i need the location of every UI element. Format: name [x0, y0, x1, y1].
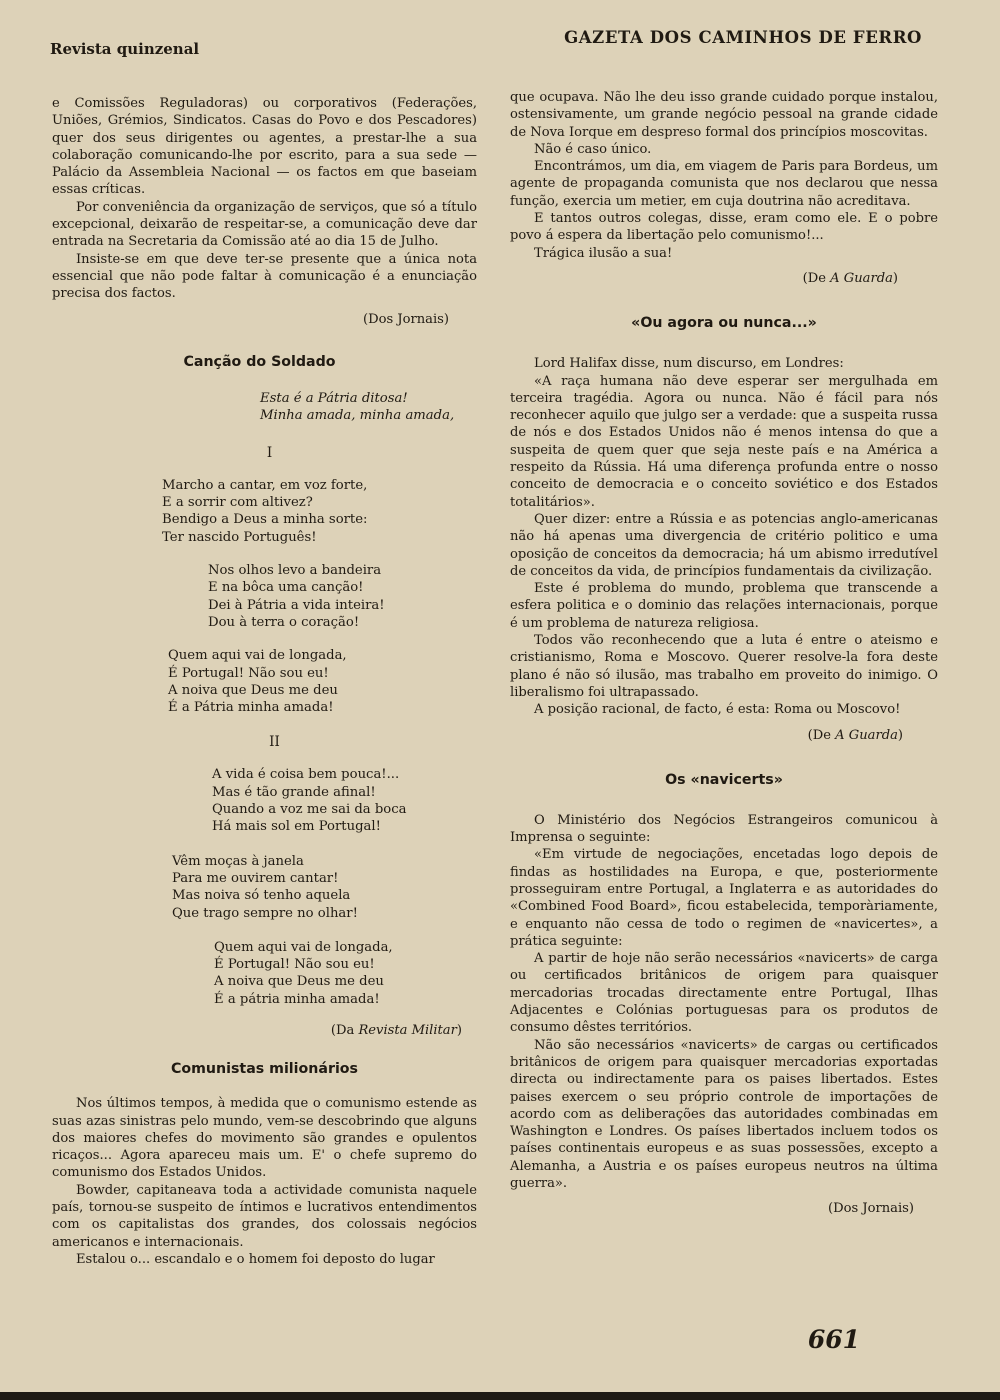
epigraph-line: Minha amada, minha amada,: [260, 408, 455, 424]
article-body: [510, 355, 938, 718]
paragraph: e Comissões Reguladoras) ou corporativos (Federações, Uniões, Grémios, Sindicatos. Casas do Povo e dos Pescadores) quer dos seus dirigentes ou agentes, a prestar-lhe a sua colaboração comunicando-lhe por escrito, para a sua sede — Palácio da Assembleia Nacional — os factos em que baseiam essas críticas.: [52, 96, 477, 198]
stanza: [212, 766, 477, 835]
verse-line: É Portugal! Não sou eu!: [214, 957, 375, 973]
scan-edge: [0, 1392, 1000, 1400]
source-suffix: ): [892, 270, 898, 286]
stanza: [168, 647, 477, 716]
verse-line: É a Pátria minha amada!: [168, 700, 334, 716]
paragraph: que ocupava. Não lhe deu isso grande cuidado porque instalou, ostensivamente, um grande negócio pessoal na grande cidade de Nova Iorque em despreso formal dos princípios moscovitas.: [510, 90, 938, 140]
paragraph: Nos últimos tempos, à medida que o comunismo estende as suas azas sinistras pelo mundo, vem-se descobrindo que alguns dos maiores chefes do movimento são grandes e opulentos ricaços... Agora apareceu mais um. E' o chefe supremo do comunismo dos Estados Unidos.: [52, 1096, 477, 1181]
source-credit: [510, 727, 903, 744]
verse-line: Quando a voz me sai da boca: [212, 802, 407, 818]
verse-line: Ter nascido Português!: [162, 529, 317, 545]
verse-line: Nos olhos levo a bandeira: [208, 563, 382, 579]
stanza: [162, 477, 477, 546]
header-title: GAZETA DOS CAMINHOS DE FERRO: [564, 28, 922, 47]
left-column: [52, 95, 477, 1268]
verse-line: A vida é coisa bem pouca!...: [212, 767, 400, 783]
source-name: A Guarda: [830, 270, 893, 286]
paragraph: O Ministério dos Negócios Estrangeiros comunicou à Imprensa o seguinte:: [510, 812, 938, 846]
paragraph: Este é problema do mundo, problema que transcende a esfera politica e o dominio das relações internacionais, porque é um problema de natureza religiosa.: [510, 581, 938, 631]
paragraph: Bowder, capitaneava toda a actividade comunista naquele país, tornou-se suspeito de íntimos e lucrativos entendimentos com os capitalistas dos grandes, dos colossais negócios americanos e internacionais.: [52, 1182, 477, 1250]
article-title: Os «navicerts»: [665, 771, 783, 788]
paragraph: A posição racional, de facto, é esta: Roma ou Moscovo!: [534, 702, 901, 718]
article-title: «Ou agora ou nunca...»: [631, 315, 817, 332]
verse-line: Vêm moças à janela: [172, 853, 304, 869]
stanza: [208, 562, 477, 631]
header-left: Revista quinzenal: [50, 40, 200, 58]
verse-line: É a pátria minha amada!: [214, 991, 380, 1007]
epigraph: [52, 390, 477, 425]
paragraph: Não são necessários «navicerts» de cargas ou certificados britânicos de origem para quaisquer mercadorias exportadas directa ou indirectamente para os paises libertados. Estes paises exercem o seu próprio controle de importações de acordo com as deliberações das autoridades combinadas em Washington e Londres. Os países libertados incluem todos os países continentais europeus e as suas possessões, excepto a Alemanha, a Austria e os países europeus neutros na última guerra».: [510, 1037, 938, 1192]
verse-line: A noiva que Deus me deu: [214, 974, 384, 990]
verse-line: Quem aqui vai de longada,: [168, 648, 347, 664]
verse-line: É Portugal! Não sou eu!: [168, 665, 329, 681]
paragraph: Estalou o... escandalo e o homem foi deposto do lugar: [76, 1251, 435, 1267]
poem-title: Canção do Soldado: [183, 353, 336, 370]
verse-line: Quem aqui vai de longada,: [214, 939, 393, 955]
source-credit: [510, 270, 898, 287]
epigraph-line: Esta é a Pátria ditosa!: [260, 390, 408, 406]
source-credit: [52, 1022, 462, 1039]
paragraph: A partir de hoje não serão necessários «navicerts» de carga ou certificados britânicos de origem para quaisquer mercadorias trocadas directamente entre Portugal, Ilhas Adjacentes e Colónias portuguesas para os produtos de consumo dêstes territórios.: [510, 951, 938, 1036]
verse-line: Que trago sempre no olhar!: [172, 905, 358, 921]
verse-line: Para me ouvirem cantar!: [172, 870, 339, 886]
paragraph: Trágica ilusão a sua!: [534, 245, 673, 261]
part-number: II: [269, 734, 280, 751]
paragraph: «Em virtude de negociações, encetadas logo depois de findas as hostilidades na Europa, e que, posteriormente prosseguiram entre Portugal, a Inglaterra e as autoridades do «Combined Food Board», ficou estabelecida, temporàriamente, e enquanto não cessa de todo o regimen de «navicertes», a prática seguinte:: [510, 847, 938, 949]
right-column: [510, 89, 938, 1218]
stanza: [214, 939, 477, 1008]
paragraph: Quer dizer: entre a Rússia e as potencias anglo-americanas não há apenas uma divergencia de critério politico e uma oposição de conceitos da democracia; há um abismo irredutível de conceitos da vida, de princípios fundamentais da civilização.: [510, 511, 938, 579]
verse-line: E a sorrir com altivez?: [162, 495, 313, 511]
source-prefix: (De: [802, 270, 826, 286]
verse-line: Dei à Pátria a vida inteira!: [208, 597, 385, 613]
article-body: [52, 1095, 477, 1268]
source-name: Revista Militar: [358, 1022, 457, 1038]
verse-line: Há mais sol em Portugal!: [212, 819, 381, 835]
source-suffix: ): [897, 727, 903, 743]
paragraph: Encontrámos, um dia, em viagem de Paris para Bordeus, um agente de propaganda comunista que nos declarou que nessa função, exercia um metier, em cuja doutrina não acreditava.: [510, 159, 938, 209]
verse-line: E na bôca uma canção!: [208, 580, 364, 596]
source-credit: (Dos Jornais): [362, 311, 449, 327]
paragraph: Lord Halifax disse, num discurso, em Londres:: [534, 356, 844, 372]
article-body: [510, 812, 938, 1193]
verse-line: Bendigo a Deus a minha sorte:: [162, 512, 368, 528]
verse-line: Mas é tão grande afinal!: [212, 784, 376, 800]
source-prefix: (Da: [330, 1022, 355, 1038]
verse-line: Dou à terra o coração!: [208, 614, 360, 630]
page-number: 661: [807, 1325, 860, 1354]
source-suffix: ): [456, 1022, 462, 1038]
source-credit: (Dos Jornais): [827, 1201, 914, 1217]
part-number: I: [266, 444, 273, 461]
article-title: Comunistas milionários: [170, 1061, 359, 1078]
verse-line: Marcho a cantar, em voz forte,: [162, 477, 368, 493]
verse-line: Mas noiva só tenho aquela: [172, 888, 351, 904]
stanza: [172, 853, 477, 922]
paragraph: Todos vão reconhecendo que a luta é entre o ateismo e cristianismo, Roma e Moscovo. Querer resolve-la fora deste plano é não só ilusão, mas trabalho em proveito do inimigo. O liberalismo foi ultrapassado.: [510, 633, 938, 700]
verse-line: A noiva que Deus me deu: [168, 682, 338, 698]
paragraph: Por conveniência da organização de serviços, que só a título excepcional, deixarão de respeitar-se, a comunicação deve dar entrada na Secretaria da Comissão até ao dia 15 de Julho.: [52, 199, 477, 250]
paragraph: Não é caso único.: [534, 141, 652, 157]
source-name: A Guarda: [835, 727, 898, 743]
paragraph: «A raça humana não deve esperar ser mergulhada em terceira tragédia. Agora ou nunca. Não é fácil para nós reconhecer aquilo que julgo ser a verdade: que a suspeita russa de nós e dos Estados Unidos não é menos intensa do que a suspeita de quem quer que seja neste país e na América a respeito da Rússia. Há uma diferença profunda entre o nosso conceito de democracia e o conceito soviético e dos Estados totalitários».: [510, 373, 938, 510]
source-prefix: (De: [807, 727, 831, 743]
paragraph: E tantos outros colegas, disse, eram como ele. E o pobre povo á espera da libertação pelo comunismo!...: [510, 211, 938, 244]
paragraph: Insiste-se em que deve ter-se presente que a única nota essencial que não pode faltar à comunicação é a enunciação precisa dos factos.: [52, 251, 477, 302]
